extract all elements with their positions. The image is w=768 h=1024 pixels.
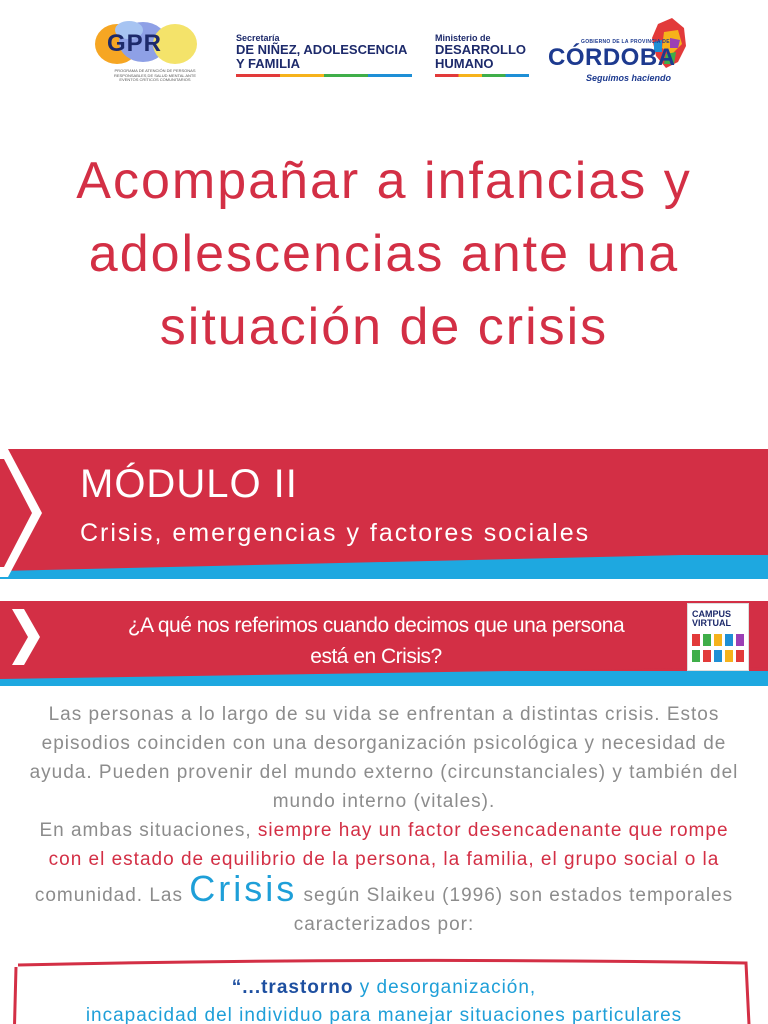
ministerio-color-bar [435, 74, 529, 77]
quote-bold: “...trastorno [231, 977, 354, 998]
secretaria-small: Secretaría [236, 33, 280, 43]
question-line-2: está en Crisis? [310, 645, 442, 668]
page-title [0, 145, 768, 364]
question-line-1: ¿A qué nos referimos cuando decimos que una persona [127, 614, 625, 637]
body-p2-highlight: siempre hay un factor [257, 820, 462, 841]
secretaria-color-bar [236, 74, 412, 77]
body-p2-middle: desencadenante que rompe con el estado de equilibrio de la persona, la familia, el grupo social o la [48, 820, 729, 870]
title-line-2: adolescencias ante una [88, 225, 680, 283]
ministerio-logo [435, 33, 535, 77]
body-paragraph-2 [22, 816, 746, 939]
module-subtitle: Crisis, emergencias y factores sociales [80, 519, 591, 547]
cordoba-name: CÓRDOBA [548, 44, 676, 71]
secretaria-logo [236, 33, 416, 77]
secretaria-line2: Y FAMILIA [236, 56, 301, 71]
cordoba-slogan: Seguimos haciendo [586, 73, 672, 83]
title-line-1: Acompañar a infancias y [76, 152, 692, 210]
campus-line-1: CAMPUS [692, 609, 732, 619]
ministerio-small: Ministerio de [435, 33, 491, 43]
campus-virtual-logo [687, 603, 749, 671]
body-p2-community: comunidad. Las [34, 885, 190, 906]
question-text [70, 610, 682, 672]
quote-line-1 [0, 977, 768, 999]
title-line-3: situación de crisis [159, 298, 609, 356]
logos-header [0, 0, 768, 105]
body-text [22, 700, 746, 939]
body-paragraph-1: Las personas a lo largo de su vida se enfrentan a distintas crisis. Estos episodios coinciden con una desorganización psicológica y necesidad de ayuda. Pueden provenir del mundo externo (circunstanciales) y también del mundo interno (vitales). [29, 704, 739, 812]
gpr-wordmark: GPR [107, 30, 163, 57]
cordoba-top-text: GOBIERNO DE LA PROVINCIA DE [581, 39, 670, 45]
module-label: MÓDULO II [80, 462, 298, 506]
cordoba-logo [546, 18, 691, 88]
secretaria-line1: DE NIÑEZ, ADOLESCENCIA [236, 42, 408, 57]
body-p2-end: según Slaikeu (1996) son estados temporales caracterizados por: [293, 885, 734, 935]
body-p2-intro: En ambas situaciones, [39, 820, 258, 841]
campus-line-2: VIRTUAL [692, 618, 731, 628]
gpr-caption: PROGRAMA DE ATENCIÓN DE PERSONAS RESPONSABLES DE SALUD MENTAL ANTE EVENTOS CRÍTICOS COMUNITARIOS [113, 68, 197, 82]
campus-people-icon [692, 634, 744, 664]
quote-line-2: incapacidad del individuo para manejar situaciones particulares [85, 1005, 683, 1024]
quote-rest: y desorganización, [353, 977, 537, 998]
ministerio-line1: DESARROLLO [435, 42, 526, 57]
ministerio-line2: HUMANO [435, 56, 494, 71]
crisis-word: Crisis [189, 868, 298, 909]
